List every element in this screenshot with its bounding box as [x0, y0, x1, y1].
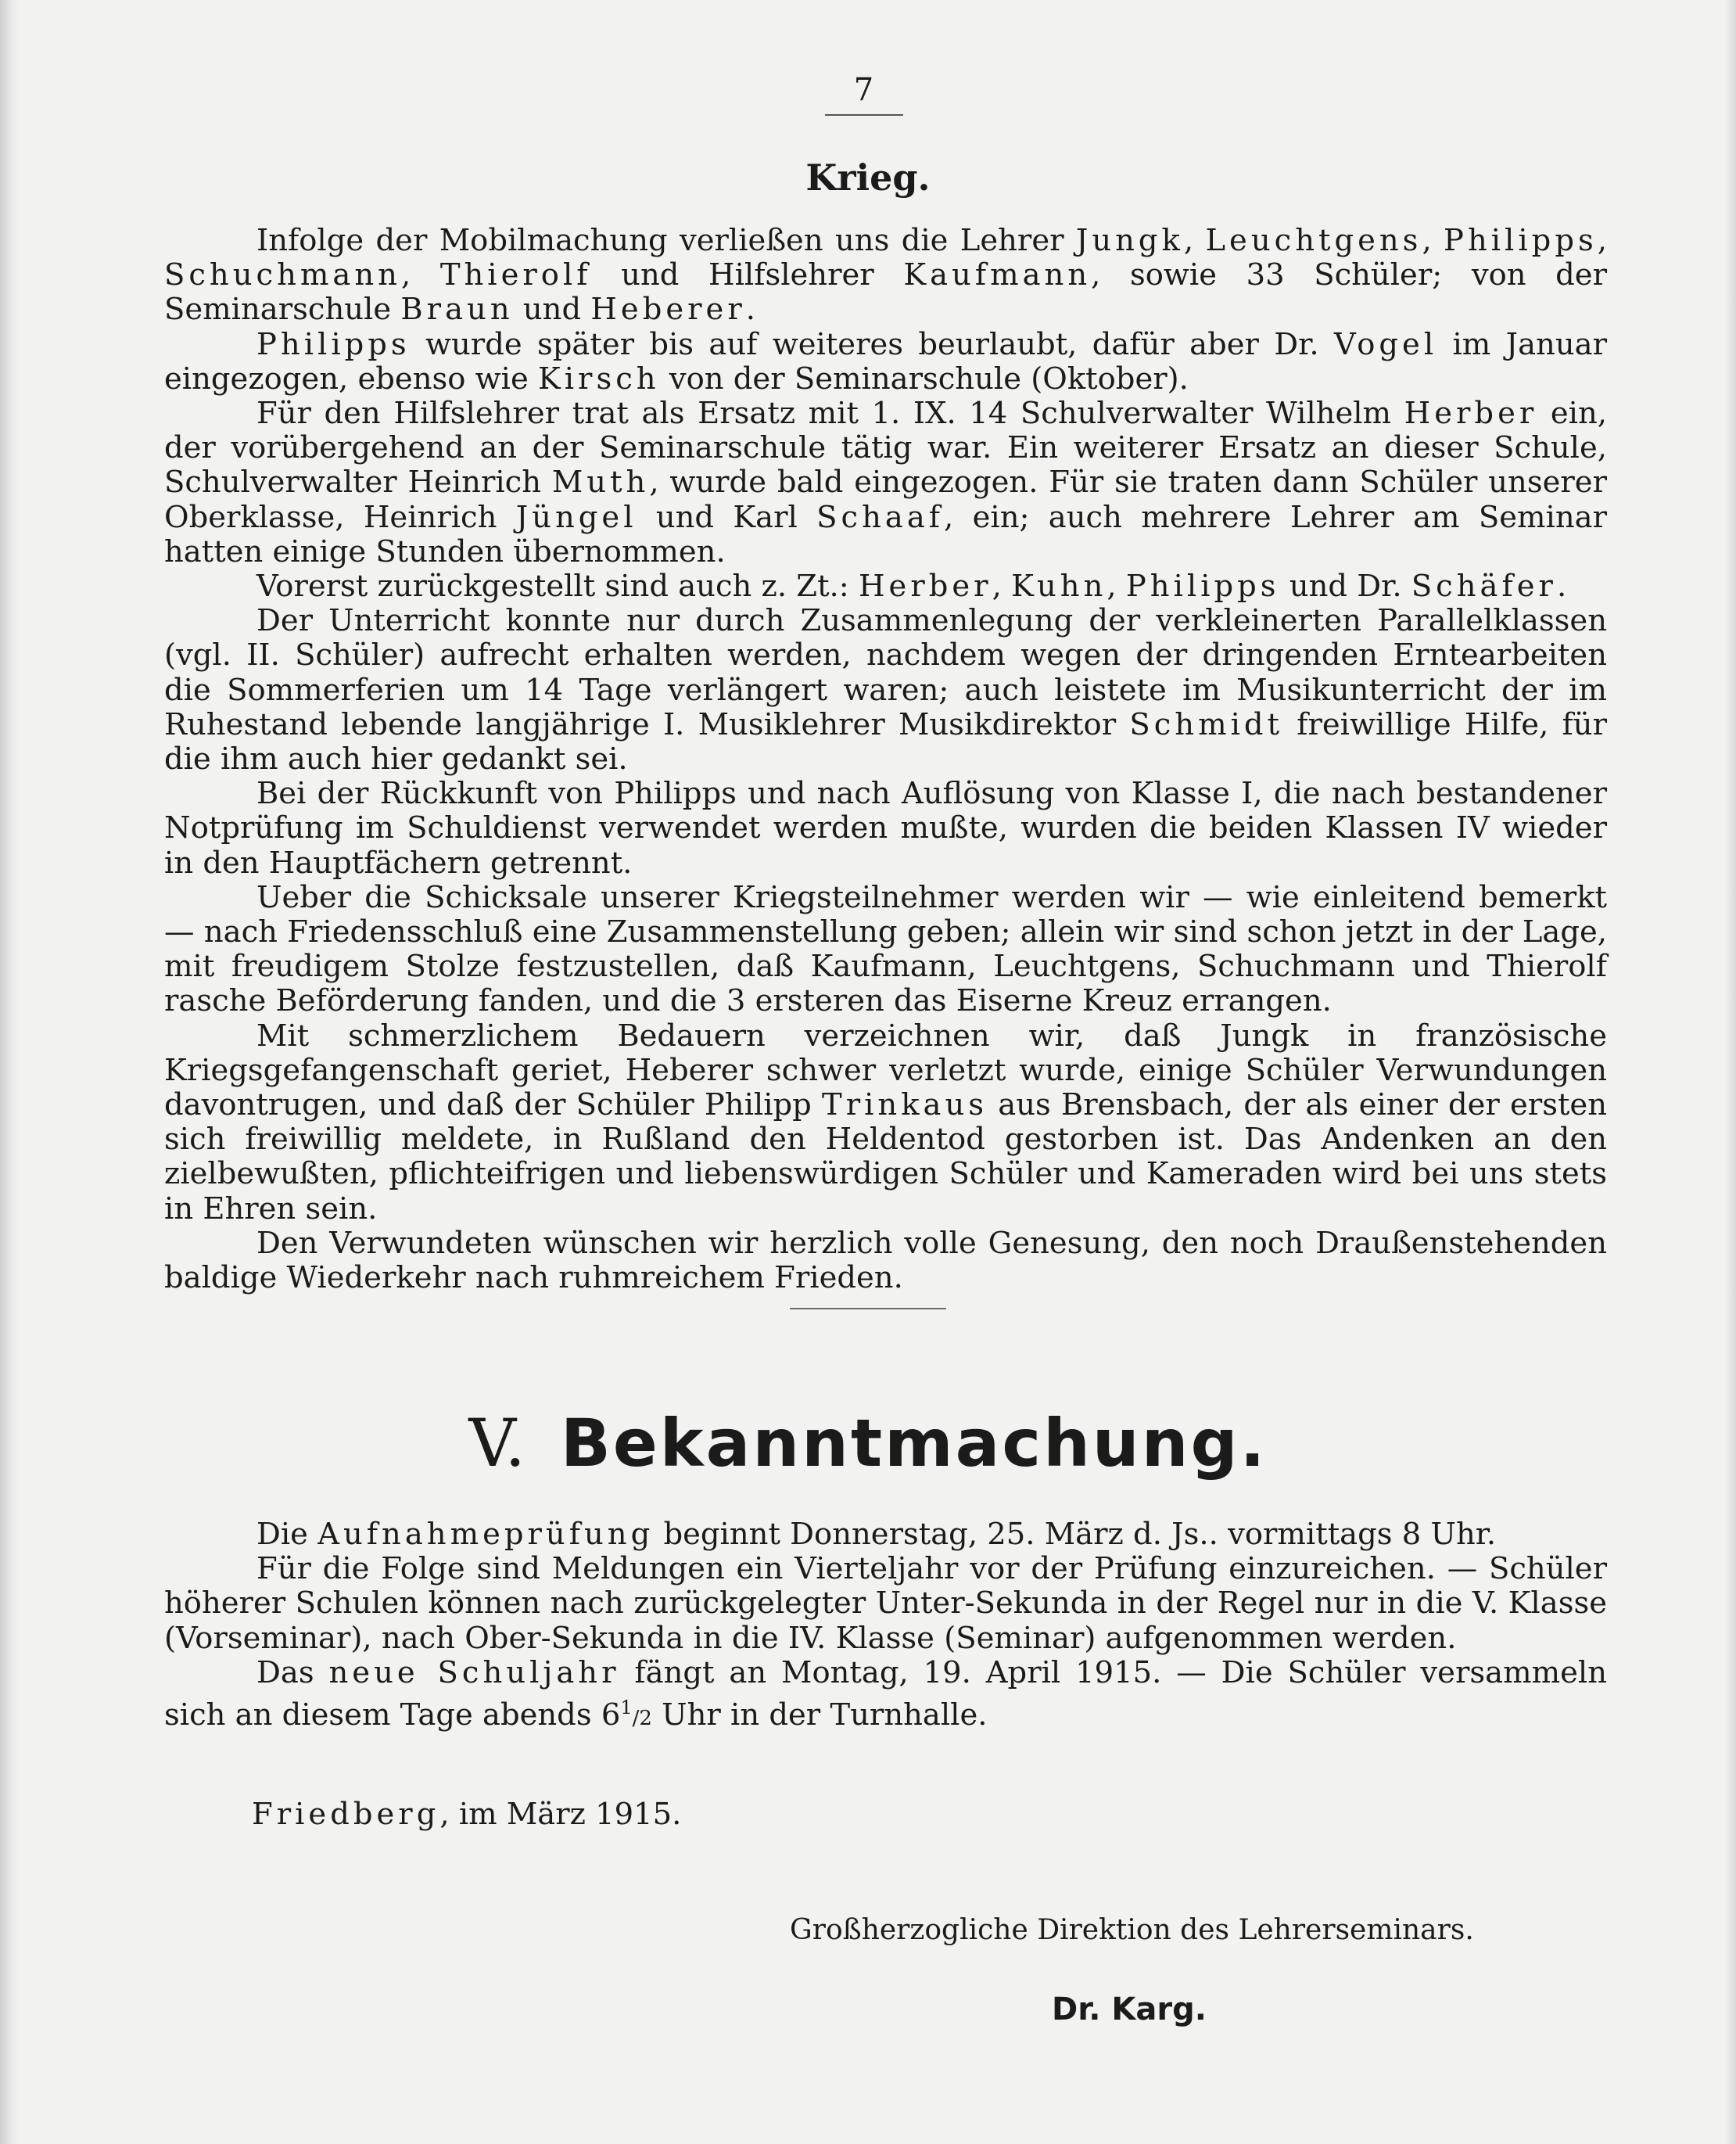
spaced-name: Leuchtgens — [1205, 223, 1422, 258]
page-left-edge — [0, 0, 20, 2144]
text-run: Vorerst zurückgestellt sind auch z. Zt.: — [256, 569, 859, 605]
superscript: 1 — [620, 1697, 633, 1719]
paragraph — [164, 1656, 1607, 1736]
text-run: fängt an Montag, 19. April 1915. — Die Schüler versammeln sich an diesem Tage abends 6 — [164, 1654, 1607, 1733]
text-run: , — [1183, 223, 1206, 258]
spaced-name: Jungk — [1075, 223, 1184, 258]
text-run: . — [745, 292, 755, 328]
text-run: Mit schmerzlichem Bedauern verzeichnen wir, daß Jungk in französische Kriegsgefangenschaft geriet, Heberer schwer verletzt wurde, einige Schüler Verwundungen davontrugen, und daß der Schüler Philipp — [164, 1018, 1607, 1123]
spaced-name: Schaaf — [816, 499, 945, 535]
spaced-name: Trinkaus — [822, 1087, 988, 1123]
spaced-name: Kuhn — [1011, 569, 1107, 605]
war-section-text — [164, 224, 1607, 1295]
page-right-edge — [1725, 0, 1736, 2144]
paragraph — [164, 397, 1607, 569]
text-run: , sowie 33 Schüler; von der Seminarschule — [164, 257, 1607, 328]
text-run: und Dr. — [1279, 569, 1411, 605]
spaced-name: Herber — [1404, 396, 1538, 432]
text-run: im Januar eingezogen, ebenso wie — [164, 326, 1607, 397]
paragraph — [164, 328, 1607, 397]
text-run: und Hilfslehrer — [591, 257, 904, 293]
announcement-text — [164, 1517, 1607, 1736]
spaced-name: Philipps — [256, 326, 411, 362]
text-run: Bei der Rückkunft von Philipps und nach Auflösung von Klasse I, die nach bestandener Notprüfung im Schuldienst verwendet werden mußte, wurden die beiden Klassen IV wieder in den Hauptfächern getrennt. — [164, 776, 1607, 881]
text-run: , wurde bald eingezogen. Für sie traten dann Schüler unserer Oberklasse, Heinrich — [164, 465, 1607, 535]
text-run: Ueber die Schicksale unserer Kriegsteilnehmer werden wir — wie einleitend bemerkt — nach Friedensschluß eine Zusammenstellung geben; allein wir sind schon jetzt in der Lage, mit freudigem Stolze festzustellen, daß Kaufmann, Leuchtgens, Schuchmann und Thierolf rasche Beförderung fanden, und die 3 ersteren das Eiserne Kreuz errangen. — [164, 879, 1607, 1019]
text-run: beginnt Donnerstag, 25. März d. Js.. vormittags 8 Uhr. — [654, 1517, 1497, 1552]
spaced-name: Schuchmann — [164, 257, 401, 293]
page-number: 7 — [853, 72, 875, 108]
text-run: Für die Folge sind Meldungen ein Vierteljahr vor der Prüfung einzureichen. — Schüler höherer Schulen können nach zurückgelegter Unter-Sekunda in der Regel nur in die V. Klasse (Vorseminar), nach Ober-Sekunda in die IV. Klasse (Seminar) aufgenommen werden. — [164, 1551, 1607, 1656]
text-run: Der Unterricht konnte nur durch Zusammenlegung der verkleinerten Parallelklassen (vgl. II. Schüler) aufrecht erhalten werden, nachdem wegen der dringenden Erntearbeiten die Sommerferien um 14 Tage verlängert waren; auch leistete im Musikunterricht der im Ruhestand lebende langjährige I. Musiklehrer Musikdirektor — [164, 603, 1607, 742]
text-run: , — [992, 569, 1012, 605]
spaced-name: Vogel — [1333, 326, 1438, 362]
paragraph — [164, 224, 1607, 328]
text-run: , — [1107, 569, 1126, 605]
paragraph — [164, 1226, 1607, 1295]
text-run: Das — [256, 1654, 329, 1690]
text-run: , — [1597, 223, 1607, 258]
spaced-name: Aufnahmeprüfung — [317, 1517, 655, 1552]
fraction-denominator: /2 — [632, 1707, 652, 1731]
place-date — [252, 1797, 681, 1832]
text-run: aus Brensbach, der als einer der ersten sich freiwillig meldete, in Rußland den Heldentod gestorben ist. Das Andenken an den zielbewußten, pflichteifrigen und liebenswürdigen Schüler und Kameraden wird bei uns stets in Ehren sein. — [164, 1087, 1607, 1226]
signature-organization: Großherzogliche Direktion des Lehrerseminars. — [790, 1914, 1474, 1946]
paragraph — [164, 777, 1607, 881]
heading-word: Bekanntmachung. — [560, 1405, 1268, 1481]
section-separator — [790, 1308, 946, 1309]
spaced-name: neue Schuljahr — [328, 1654, 620, 1690]
paragraph — [164, 1517, 1607, 1552]
text-run: Die — [256, 1517, 318, 1552]
place-name: Friedberg — [252, 1797, 440, 1832]
signature-name: Dr. Karg. — [1052, 1991, 1207, 2027]
spaced-name: Thierolf — [439, 257, 592, 293]
spaced-name: Kaufmann — [903, 257, 1092, 293]
section-title-krieg: Krieg. — [805, 156, 931, 199]
spaced-name: Philipps — [1444, 223, 1598, 258]
text-run: , — [1422, 223, 1444, 258]
date-text: , im März 1915. — [439, 1797, 682, 1832]
spaced-name: Muth — [551, 465, 650, 501]
paragraph — [164, 569, 1607, 604]
text-run: wurde später bis auf weiteres beurlaubt, dafür aber Dr. — [410, 326, 1334, 362]
heading-roman-numeral: V. — [468, 1405, 526, 1481]
text-run: Uhr in der Turnhalle. — [651, 1697, 988, 1733]
spaced-name: Herber — [858, 569, 992, 605]
spaced-name: Kirsch — [537, 361, 660, 397]
spaced-name: Jüngel — [515, 499, 637, 535]
text-run: Für den Hilfslehrer trat als Ersatz mit 1. IX. 14 Schulverwalter Wilhelm — [256, 396, 1404, 432]
text-run: Infolge der Mobilmachung verließen uns die Lehrer — [256, 223, 1076, 258]
announcement-heading — [0, 1400, 1736, 1486]
text-run: Den Verwundeten wünschen wir herzlich volle Genesung, den noch Draußenstehenden baldige Wiederkehr nach ruhmreichem Frieden. — [164, 1225, 1607, 1296]
text-run: und Karl — [637, 499, 817, 535]
text-run: von der Seminarschule (Oktober). — [659, 361, 1189, 397]
paragraph — [164, 604, 1607, 777]
paragraph — [164, 1552, 1607, 1656]
spaced-name: Heberer — [590, 292, 746, 328]
text-run: , ein; auch mehrere Lehrer am Seminar hatten einige Stunden übernommen. — [164, 499, 1607, 569]
text-run: und — [513, 292, 591, 328]
spaced-name: Philipps — [1125, 569, 1280, 605]
text-run: freiwillige Hilfe, für die ihm auch hier gedankt sei. — [164, 706, 1608, 778]
text-run: , — [400, 257, 440, 293]
paragraph — [164, 1019, 1607, 1226]
paragraph — [164, 881, 1607, 1019]
text-run: . — [1556, 569, 1567, 605]
text-run: ein, der vorübergehend an der Seminarschule tätig war. Ein weiterer Ersatz an dieser Schule, Schulverwalter Heinrich — [164, 396, 1607, 501]
page-number-rule — [825, 114, 903, 116]
spaced-name: Schäfer — [1411, 569, 1557, 605]
spaced-name: Braun — [400, 292, 514, 328]
spaced-name: Schmidt — [1129, 706, 1284, 742]
